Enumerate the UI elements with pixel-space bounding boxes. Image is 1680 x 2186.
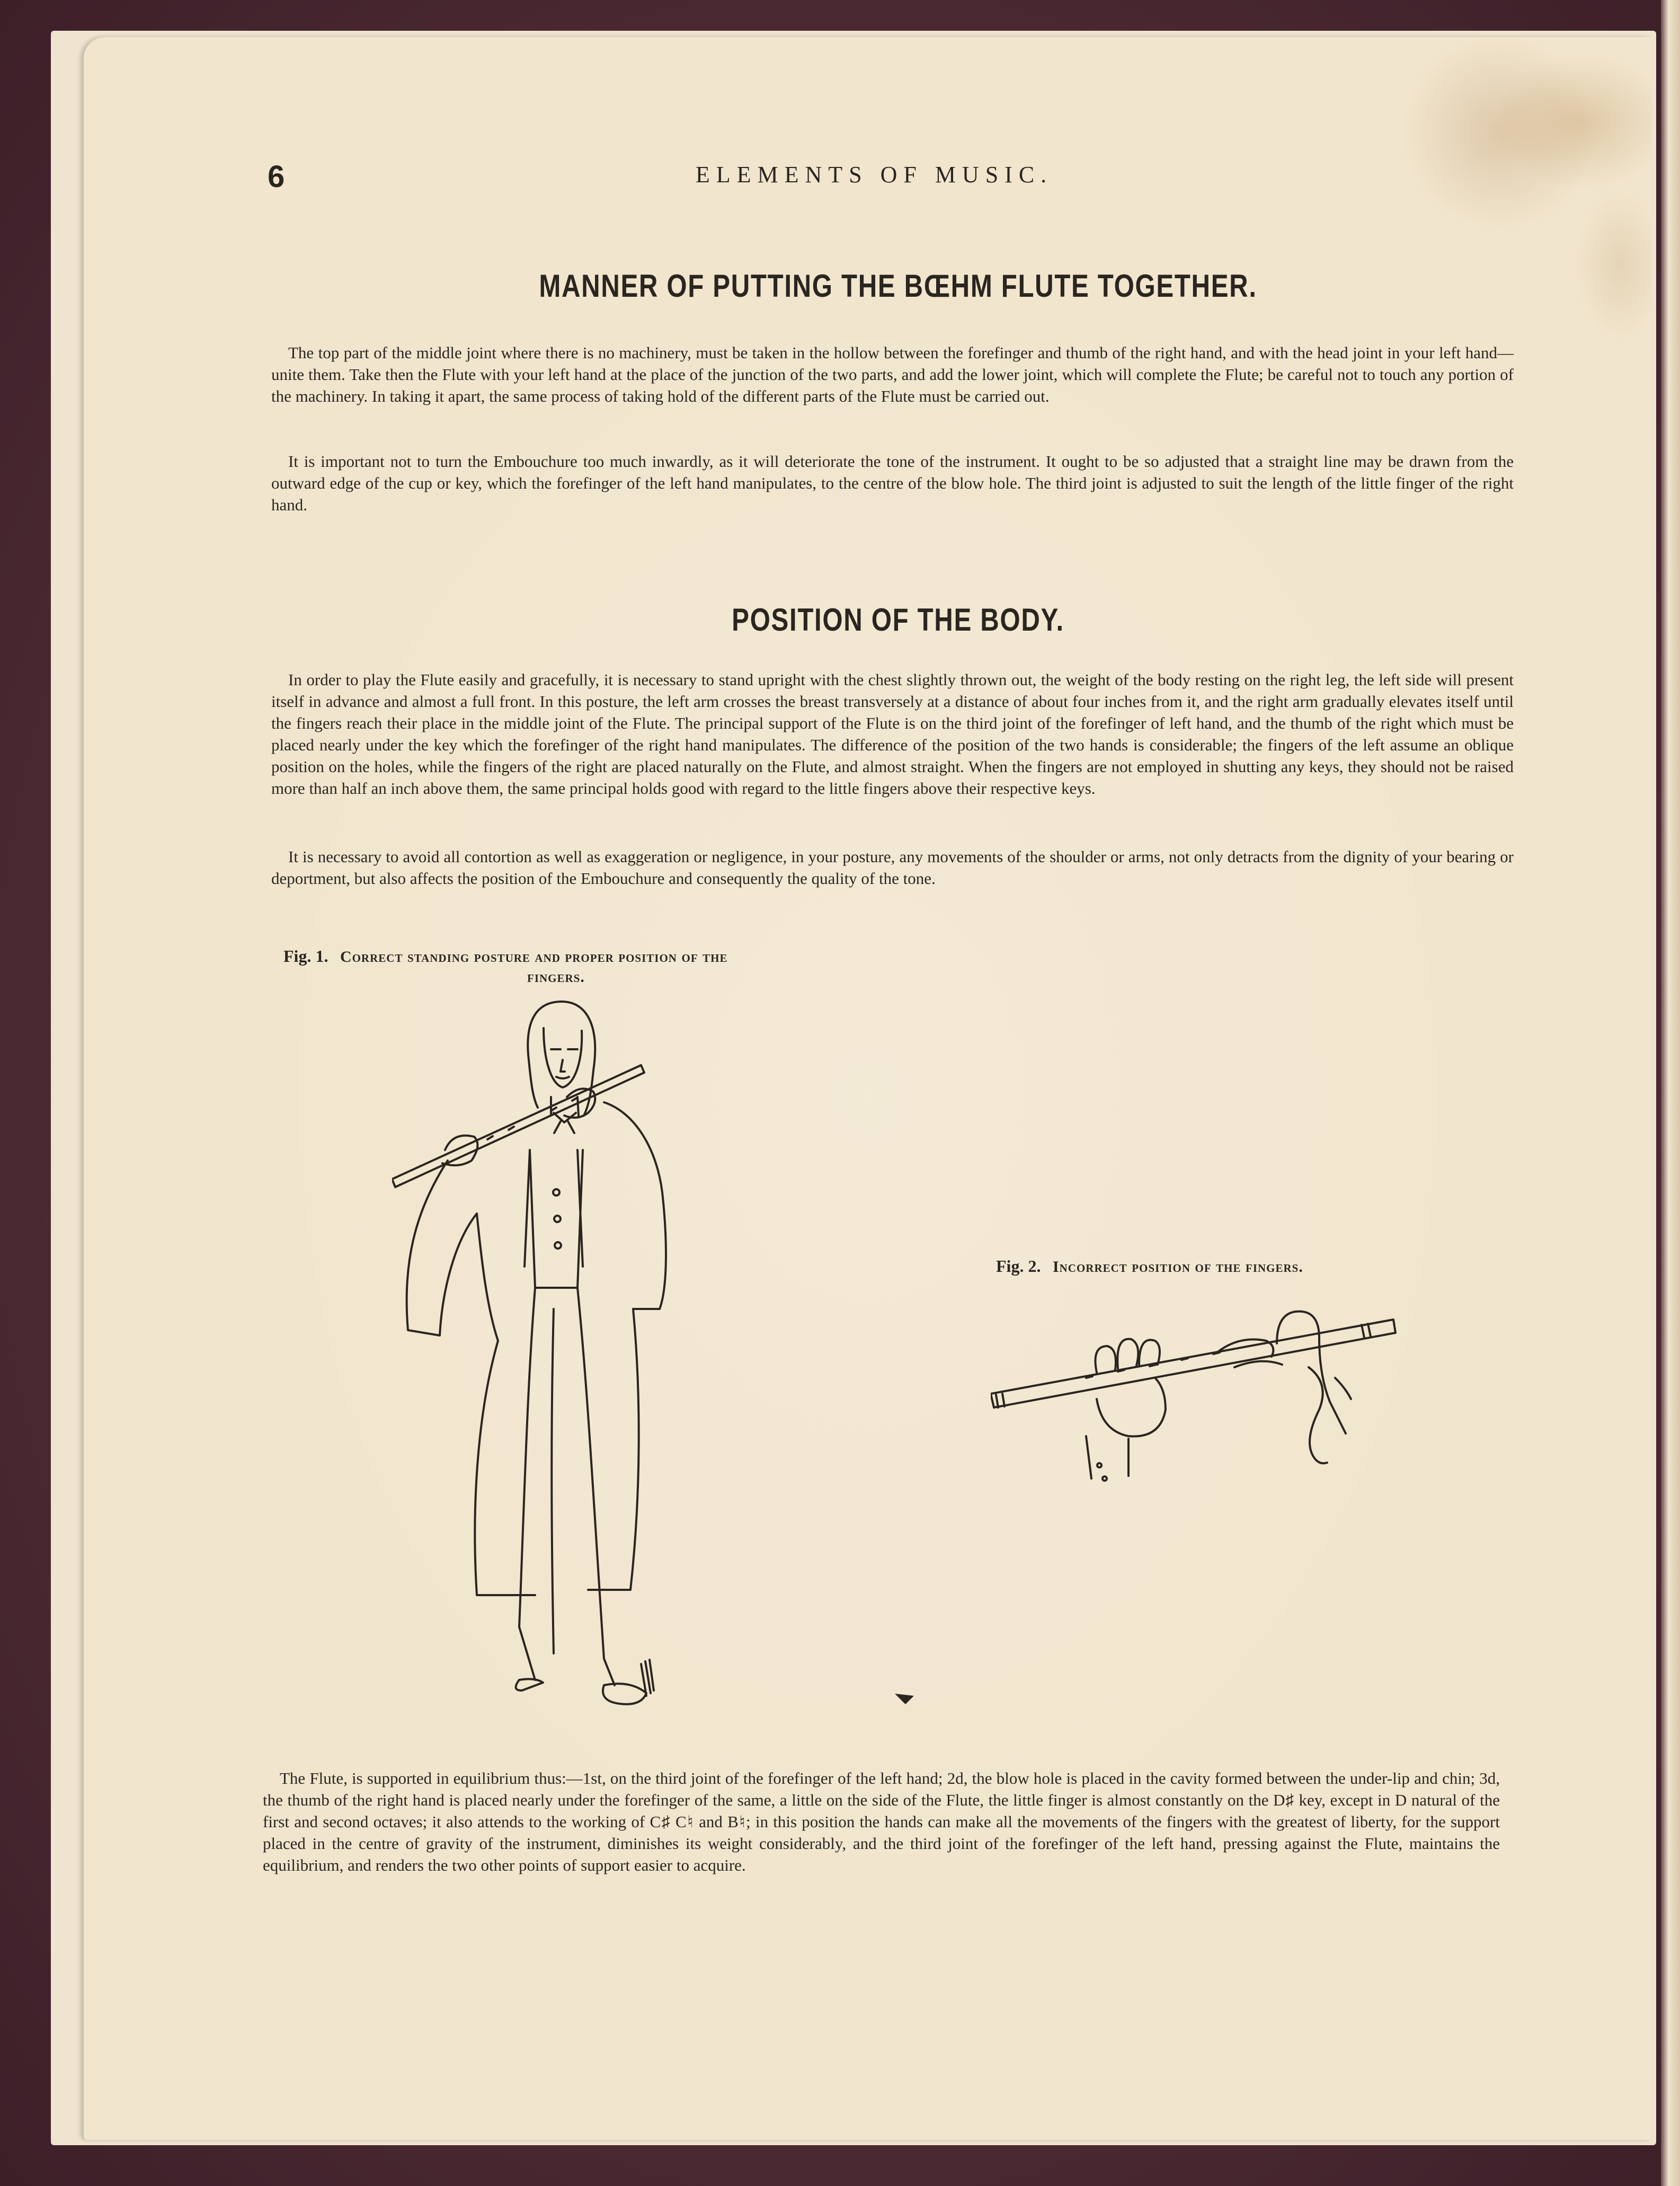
figure-1-caption-text-line2: fingers. — [527, 968, 585, 986]
flute — [991, 1320, 1395, 1408]
water-stain — [1399, 37, 1600, 228]
figure-2-caption — [996, 1256, 1473, 1277]
paragraph-embouchure: It is important not to turn the Embouchure too much inwardly, as it will deteriorate the tone of the instrument. It ought to be so adjusted that a straight line may be drawn from the outward edge of the cup or key, which the forefinger of the left hand manipulates, to the centre of the blow hole. The third joint is adjusted to suit the length of the little finger of the right hand. — [271, 452, 1514, 514]
left-hand — [1086, 1339, 1166, 1479]
paragraph-posture: In order to play the Flute easily and gracefully, it is necessary to stand upright with the chest slightly thrown out, the weight of the body resting on the right leg, the left side will present itself in advance and almost a full front. In this posture, the left arm crosses the breast transversely at a distance of about four inches from it, and the right arm gradually elevates itself until the fingers reach their place in the middle joint of the Flute. The principal support of the Flute is on the third joint of the forefinger of left hand, and the thumb of the right which must be placed nearly under the key which the forefinger of the right hand manipulates. The difference of the position of the two hands is considerable; the fingers of the left assume an oblique position on the holes, while the fingers of the right are placed naturally on the Flute, and almost straight. When the fingers are not employed in shutting any keys, they should not be raised more than half an inch above them, the same principal holds good with regard to the little fingers above their respective keys. — [271, 670, 1514, 798]
figure-1-number: Fig. 1. — [283, 946, 328, 966]
flute — [392, 1065, 644, 1187]
section-heading-posture: POSITION OF THE BODY. — [732, 602, 1064, 638]
hair — [528, 1002, 595, 1116]
paragraph-contortion: It is necessary to avoid all contortion as well as exaggeration or negligence, in your posture, any movements of the shoulder or arms, not only detracts from the dignity of your bearing or deportment, but also affects the position of the Embouchure and consequently the quality of the tone. — [271, 847, 1514, 888]
ink-mark — [893, 1691, 919, 1706]
trousers — [519, 1288, 615, 1685]
incorrect-fingers-illustration — [991, 1304, 1404, 1505]
page-number: 6 — [268, 160, 285, 194]
paragraph-assembly: The top part of the middle joint where there is no machinery, must be taken in the hollow between the forefinger and thumb of the right hand, and with the head joint in your left hand—unite them. Take then the Flute with your left hand at the place of the junction of the two parts, and add the lower joint, which will complete the Flute; be careful not to touch any portion of the machinery. In taking it apart, the same process of taking hold of the different parts of the Flute must be carried out. — [271, 343, 1514, 405]
running-title: ELEMENTS OF MUSIC. — [695, 162, 1053, 188]
flutist-standing-illustration — [392, 991, 731, 1733]
paragraph-equilibrium: The Flute, is supported in equilibrium thus:—1st, on the third joint of the forefinger of the left hand; 2d, the blow hole is placed in the cavity formed between the under-lip and chin; 3d, the thumb of the right hand is placed nearly under the forefinger of the same, a little on the side of the Flute, the little finger is almost constantly on the D♯ key, except in D natural of the first and second octaves; it also attends to the working of C♯ C♮ and B♮; in this position the hands can make all the movements of the fingers with the greatest of liberty, for the support placed in the centre of gravity of the instrument, diminishes its weight considerably, and the third joint of the forefinger of the left hand, pressing against the Flute, maintains the equilibrium, and renders the two other points of support easier to acquire. — [263, 1769, 1500, 1874]
figure-2-number: Fig. 2. — [996, 1256, 1041, 1276]
waistcoat — [530, 1150, 583, 1288]
shoes — [516, 1679, 646, 1704]
figure-2-caption-text: Incorrect position of the fingers. — [1052, 1258, 1303, 1276]
facing-page-edge — [1661, 0, 1680, 2186]
figure-1-caption — [283, 946, 877, 987]
coat — [407, 1102, 666, 1595]
figure-1-caption-text: Correct standing posture and proper position of the — [340, 948, 728, 966]
right-hand — [1219, 1312, 1351, 1464]
section-heading-assembly: MANNER OF PUTTING THE BŒHM FLUTE TOGETHER. — [539, 268, 1257, 304]
